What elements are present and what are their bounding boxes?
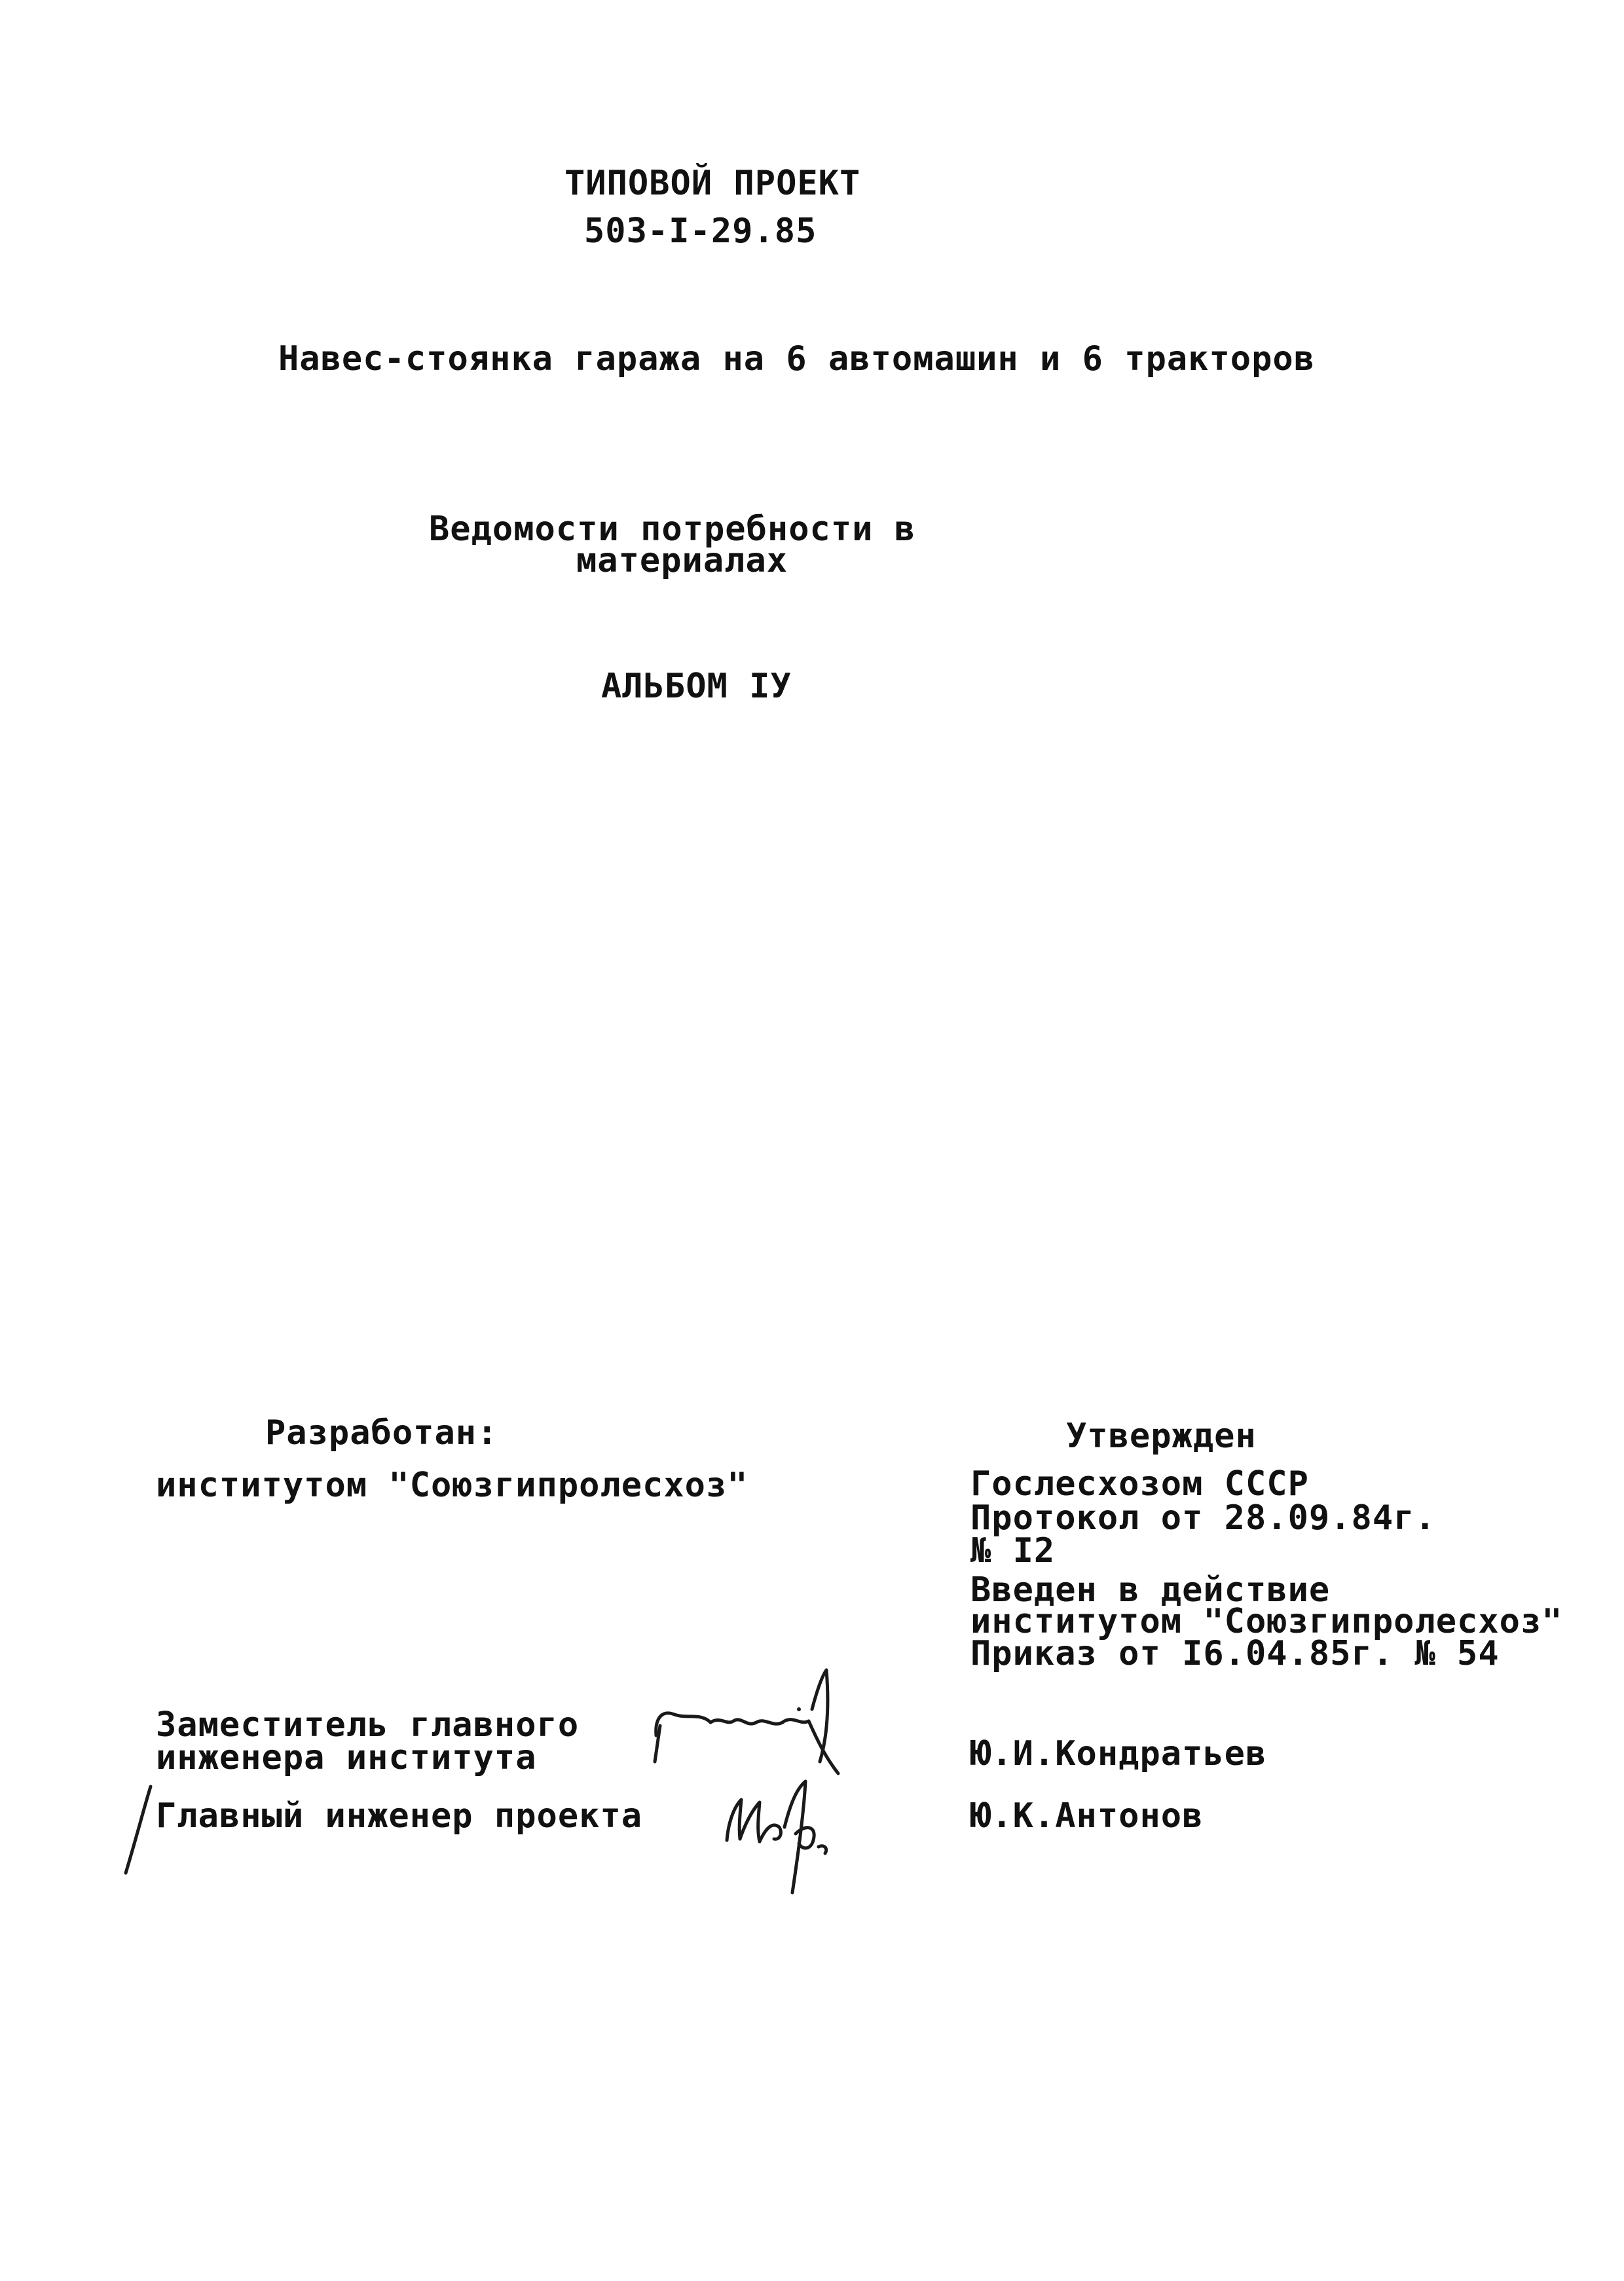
- approved-line-1: Гослесхозом СССР: [970, 1464, 1309, 1504]
- chief-engineer-title: Главный инженер проекта: [156, 1796, 643, 1836]
- subtitle-line-1: Ведомости потребности в: [429, 510, 916, 549]
- document-title: Навес-стоянка гаража на 6 автомашин и 6 тракторов: [278, 339, 1316, 379]
- approved-line-4: Введен в действие: [970, 1570, 1331, 1610]
- chief-engineer-handwritten-signature: [714, 1762, 864, 1899]
- approved-label: Утвержден: [1066, 1417, 1257, 1456]
- approved-line-3: № I2: [970, 1531, 1056, 1570]
- developed-by-institute: институтом "Союзгипролесхоз": [156, 1466, 748, 1505]
- approved-line-2: Протокол от 28.09.84г.: [970, 1498, 1436, 1538]
- project-type-heading: ТИПОВОЙ ПРОЕКТ: [564, 164, 861, 203]
- album-number: АЛЬБОМ IУ: [601, 667, 792, 706]
- deputy-title-line-2: инженера института: [156, 1738, 537, 1777]
- developed-label: Разработан:: [265, 1413, 498, 1453]
- margin-pen-mark: [118, 1781, 157, 1880]
- deputy-title-line-1: Заместитель главного: [156, 1705, 580, 1745]
- approved-line-5: институтом "Союзгипролесхоз": [970, 1602, 1563, 1641]
- subtitle-line-2: материалах: [576, 541, 788, 580]
- deputy-name: Ю.И.Кондратьев: [970, 1734, 1267, 1773]
- chief-engineer-name: Ю.К.Антонов: [970, 1796, 1204, 1836]
- project-number: 503-I-29.85: [584, 212, 817, 251]
- approved-line-6: Приказ от I6.04.85г. № 54: [970, 1634, 1500, 1673]
